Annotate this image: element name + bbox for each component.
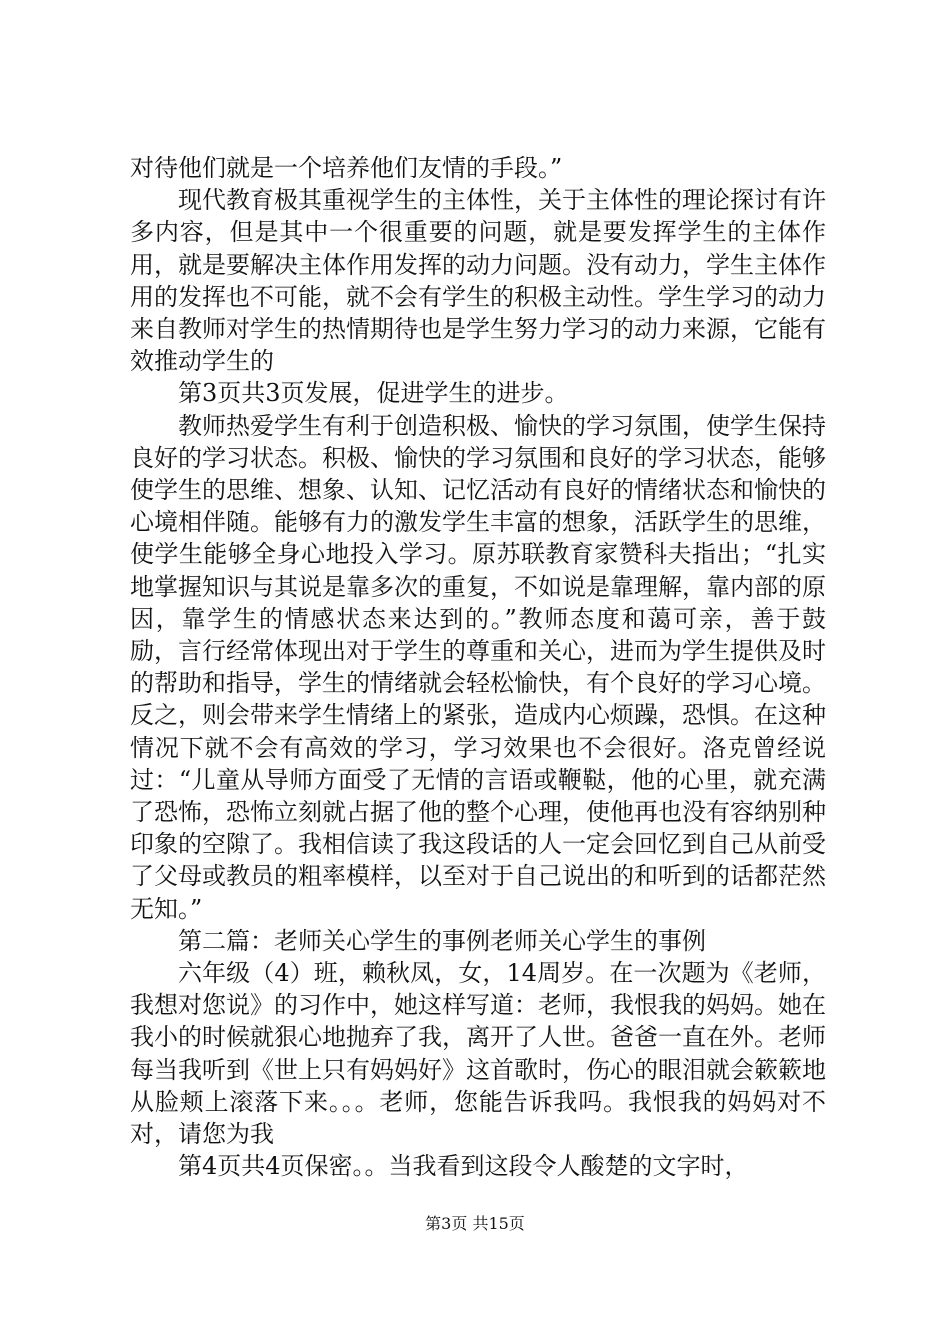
paragraph-student-case: 六年级（4）班，赖秋凤，女，14周岁。在一次题为《老师，我想对您说》的习作中，她这样写道：老师，我恨我的妈妈。她在我小的时候就狠心地抛弃了我，离开了人世。爸爸一直在外。老师每当我听到《世上只有妈妈好》这首歌时，伤心的眼泪就会簌簌地从脸颊上滚落下来。。。老师，您能告诉我吗。我恨我的妈妈对不对，请您为我 [130, 959, 826, 1149]
page-footer: 第3页 共15页 [425, 1214, 525, 1233]
section-heading-part-two: 第二篇：老师关心学生的事例老师关心学生的事例 [178, 926, 706, 955]
paragraph-page-marker-4: 第4页共4页保密。。当我看到这段令人酸楚的文字时， [178, 1152, 749, 1181]
paragraph-subjectivity: 现代教育极其重视学生的主体性，关于主体性的理论探讨有许多内容，但是其中一个很重要的问题，就是要发挥学生的主体作用，就是要解决主体作用发挥的动力问题。没有动力，学生主体作用的发挥也不可能，就不会有学生的积极主动性。学生学习的动力来自教师对学生的热情期待也是学生努力学习的动力来源，它能有效推动学生的 [130, 186, 826, 376]
paragraph-continuation: 对待他们就是一个培养他们友情的手段。” [130, 154, 563, 182]
document-body [130, 152, 826, 1183]
paragraph-learning-atmosphere: 教师热爱学生有利于创造积极、愉快的学习氛围，使学生保持良好的学习状态。积极、愉快的学习氛围和良好的学习状态，能够使学生的思维、想象、认知、记忆活动有良好的情绪状态和愉快的心境相伴随。能够有力的激发学生丰富的想象，活跃学生的思维，使学生能够全身心地投入学习。原苏联教育家赞科夫指出；“扎实地掌握知识与其说是靠多次的重复，不如说是靠理解，靠内部的原因，靠学生的情感状态来达到的。”教师态度和蔼可亲，善于鼓励，言行经常体现出对于学生的尊重和关心，进而为学生提供及时的帮助和指导，学生的情绪就会轻松愉快，有个良好的学习心境。反之，则会带来学生情绪上的紧张，造成内心烦躁，恐惧。在这种情况下就不会有高效的学习，学习效果也不会很好。洛克曾经说过：“儿童从导师方面受了无情的言语或鞭鞑，他的心里，就充满了恐怖，恐怖立刻就占据了他的整个心理，使他再也没有容纳别种印象的空隙了。我相信读了我这段话的人一定会回忆到自己从前受了父母或教员的粗率模样，以至对于自己说出的和听到的话都茫然无知。” [130, 411, 826, 923]
paragraph-page-marker-3: 第3页共3页发展，促进学生的进步。 [178, 379, 569, 408]
